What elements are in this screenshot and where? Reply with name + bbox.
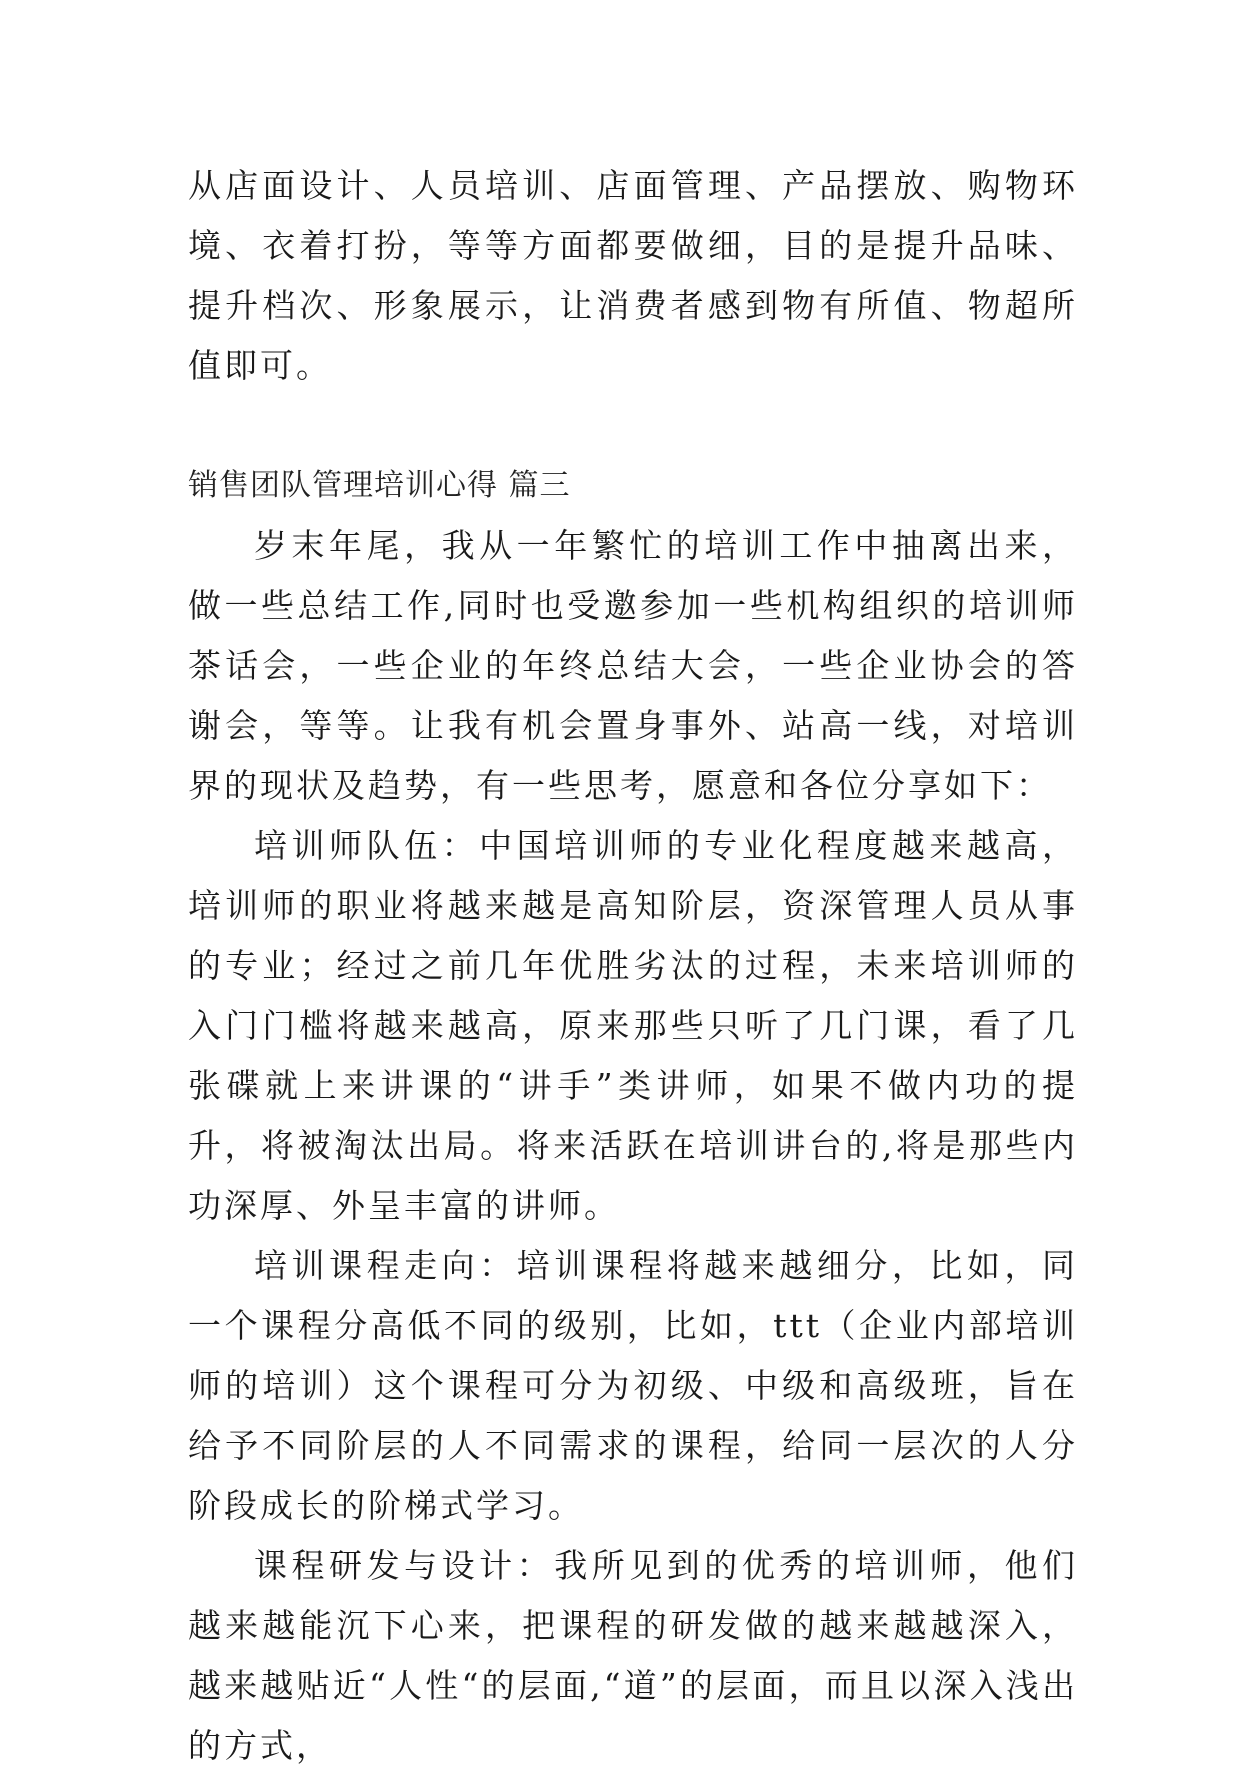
body-paragraph-1: 岁末年尾，我从一年繁忙的培训工作中抽离出来，做一些总结工作,同时也受邀参加一些机构组织的培训师茶话会，一些企业的年终总结大会，一些企业协会的答谢会，等等。让我有机会置身事外、站高一线，对培训界的现状及趋势，有一些思考，愿意和各位分享如下： [188,526,1078,805]
body-paragraph-4: 课程研发与设计：我所见到的优秀的培训师，他们越来越能沉下心来，把课程的研发做的越来越越深入，越来越贴近“人性“的层面,“道”的层面，而且以深入浅出的方式， [188,1546,1078,1765]
body-paragraph-3: 培训课程走向：培训课程将越来越细分，比如，同一个课程分高低不同的级别，比如，ttt（企业内部培训师的培训）这个课程可分为初级、中级和高级班，旨在给予不同阶层的人不同需求的课程，给同一层次的人分阶段成长的阶梯式学习。 [188,1246,1078,1525]
document-body [188,156,1078,1776]
body-paragraph-2: 培训师队伍：中国培训师的专业化程度越来越高，培训师的职业将越来越是高知阶层，资深管理人员从事的专业；经过之前几年优胜劣汰的过程，未来培训师的入门门槛将越来越高，原来那些只听了几门课，看了几张碟就上来讲课的“讲手”类讲师，如果不做内功的提升，将被淘汰出局。将来活跃在培训讲台的,将是那些内功深厚、外呈丰富的讲师。 [188,826,1078,1225]
section-title: 销售团队管理培训心得 篇三 [188,468,571,503]
intro-paragraph: 从店面设计、人员培训、店面管理、产品摆放、购物环境、衣着打扮，等等方面都要做细，目的是提升品味、提升档次、形象展示，让消费者感到物有所值、物超所值即可。 [188,166,1078,385]
